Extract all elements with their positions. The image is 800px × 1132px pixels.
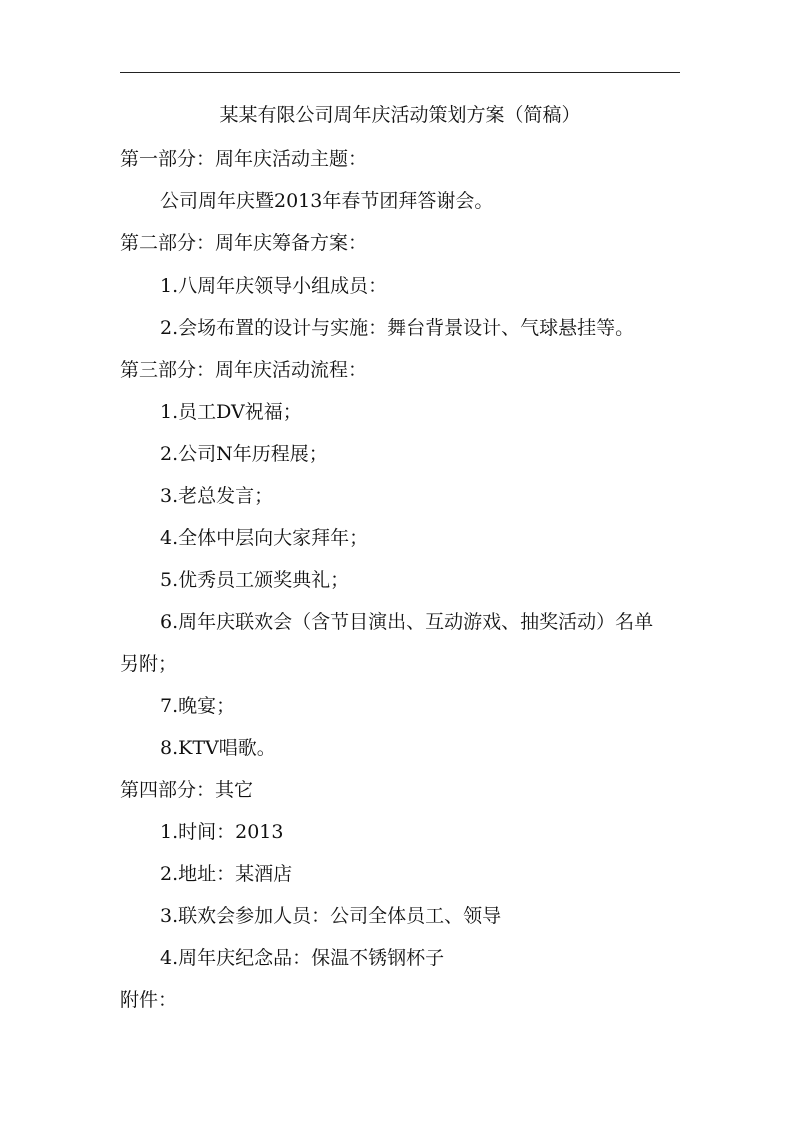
section-4-item-3: 3.联欢会参加人员：公司全体员工、领导 xyxy=(160,905,502,927)
header-rule xyxy=(120,72,680,73)
section-1-heading: 第一部分：周年庆活动主题： xyxy=(120,148,368,170)
section-2-heading: 第二部分：周年庆筹备方案： xyxy=(120,232,368,254)
document-title: 某某有限公司周年庆活动策划方案（简稿） xyxy=(219,104,581,126)
section-3-item-7: 7.晚宴； xyxy=(160,695,236,717)
section-2-item-1: 1.八周年庆领导小组成员： xyxy=(160,275,388,297)
section-3-item-5: 5.优秀员工颁奖典礼； xyxy=(160,569,350,591)
section-3-item-6-continued: 另附； xyxy=(120,653,178,675)
section-4-item-2: 2.地址：某酒店 xyxy=(160,863,293,885)
section-4-heading: 第四部分：其它 xyxy=(120,779,254,801)
section-3-item-1: 1.员工DV祝福； xyxy=(160,401,302,423)
attachment-label: 附件： xyxy=(120,989,178,1011)
section-3-item-6: 6.周年庆联欢会（含节目演出、互动游戏、抽奖活动）名单 xyxy=(160,611,654,633)
section-4-item-4: 4.周年庆纪念品：保温不锈钢杯子 xyxy=(160,947,445,969)
section-4-item-1: 1.时间：2013 xyxy=(160,821,284,843)
section-3-item-2: 2.公司N年历程展； xyxy=(160,443,328,465)
section-1-item-1: 公司周年庆暨2013年春节团拜答谢会。 xyxy=(160,190,494,212)
section-3-item-3: 3.老总发言； xyxy=(160,485,274,507)
section-3-item-8: 8.KTV唱歌。 xyxy=(160,737,276,759)
section-3-heading: 第三部分：周年庆活动流程： xyxy=(120,359,368,381)
section-3-item-4: 4.全体中层向大家拜年； xyxy=(160,527,369,549)
section-2-item-2: 2.会场布置的设计与实施：舞台背景设计、气球悬挂等。 xyxy=(160,317,635,339)
